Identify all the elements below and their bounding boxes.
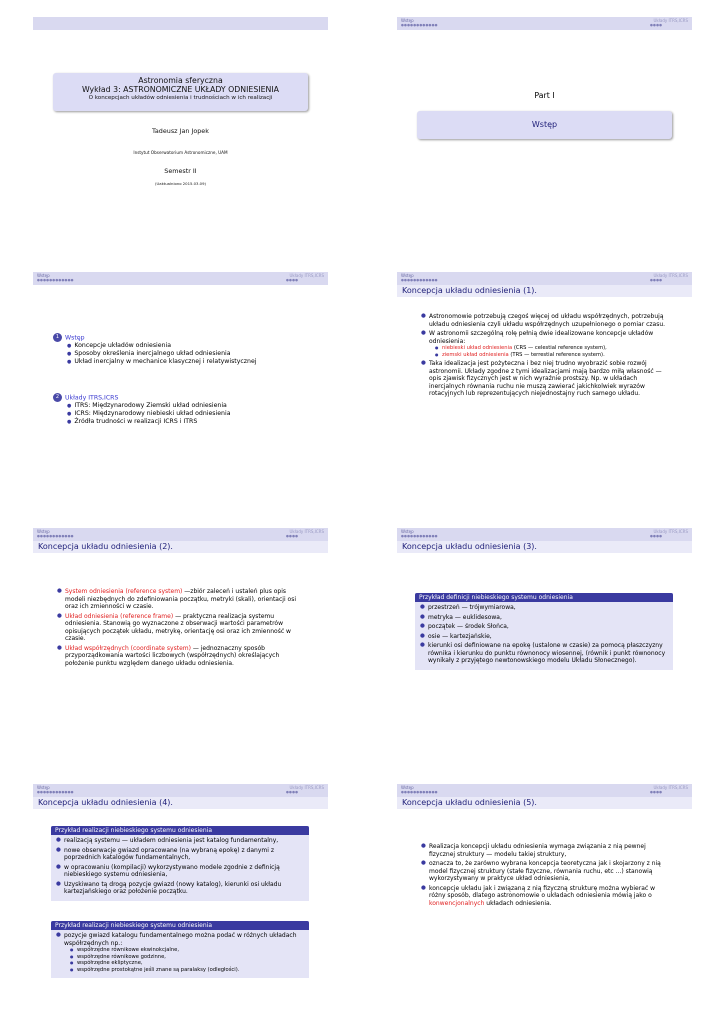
toc-section-2[interactable] <box>53 393 231 426</box>
bullet-text: — praktyczna realizacja systemu odniesienia. Stanowią go wyznaczone z obserwacji wartości parametrów opisujących początek układu, metrykę, orientację osi oraz ich zmienność w czasie. <box>65 612 291 642</box>
nav-dots-left[interactable]: ●●●●●●●●●●●● <box>37 790 74 794</box>
slide-concept-5 <box>397 784 692 1005</box>
semester: Semestr II <box>164 167 197 175</box>
nav-dots-right[interactable]: ●●●● <box>286 278 299 282</box>
highlight-text: konwencjonalnych <box>429 899 485 907</box>
bullet-text: pozycje gwiazd katalogu fundamentalnego można podać w różnych układach współrzędnych np.: <box>64 932 297 947</box>
nav-dots-left[interactable]: ●●●●●●●●●●●● <box>401 790 438 794</box>
slide-title <box>33 17 328 238</box>
realization-block-2 <box>51 921 309 978</box>
bullet <box>421 330 671 358</box>
highlight-text: Układ odniesienia (reference frame) <box>65 612 174 620</box>
sub-bullet: ● współrzędne równikowe ekwinokcjalne, <box>70 947 304 954</box>
bullet-text: układach odniesienia. <box>484 899 552 907</box>
frame-title: Koncepcja układu odniesienia (1). <box>402 286 537 295</box>
institute: Instytut Obserwatorium Astronomiczne, UAM <box>133 150 228 155</box>
lecture-title: Wykład 3: ASTRONOMICZNE UKŁADY ODNIESIENIA <box>81 85 279 94</box>
frame-title-bar <box>33 797 328 809</box>
sub-bullet: ● współrzędne prostokątne jeśli znane są paralaksy (odległości). <box>70 967 304 974</box>
nav-section-left[interactable]: Wstęp <box>37 273 50 278</box>
slide-content <box>421 313 671 400</box>
bullet: ● w opracowaniu (kompilacji) wykorzystywano modele zgodnie z definicją niebieskiego systemu odniesienia, <box>56 864 304 879</box>
bullet: ● początek — środek Słońca, <box>420 623 668 631</box>
lecture-subtitle: O koncepcjach układów odniesienia i trudnościach w ich realizacji <box>88 95 273 101</box>
nav-section-right[interactable]: Układy ITRS,ICRS <box>653 18 688 23</box>
nav-dots-right[interactable]: ●●●● <box>650 23 663 27</box>
nav-bar <box>397 784 692 797</box>
highlight-text: niebieski układ odniesienia <box>442 345 513 351</box>
frame-title: Koncepcja układu odniesienia (5). <box>402 798 537 807</box>
author: Tadeusz Jan Jopek <box>152 127 209 135</box>
toc-subitems <box>67 402 231 426</box>
bullet-text: — jednoznaczny sposób przyporządkowania wartości liczbowych (współrzędnych) określających położenie punktu względem danego układu odniesienia. <box>65 644 280 667</box>
nav-section-left[interactable]: Wstęp <box>401 18 414 23</box>
nav-bar <box>33 272 328 285</box>
nav-section-right[interactable]: Układy ITRS,ICRS <box>653 529 688 534</box>
nav-dots-right[interactable]: ●●●● <box>286 534 299 538</box>
slide-part <box>397 17 692 238</box>
nav-section-right[interactable]: Układy ITRS,ICRS <box>653 785 688 790</box>
toc-section-title[interactable]: Wstęp <box>65 334 85 342</box>
toc-section-1[interactable] <box>53 333 257 366</box>
nav-dots-left[interactable]: ●●●●●●●●●●●● <box>37 534 74 538</box>
frame-title: Koncepcja układu odniesienia (2). <box>38 542 173 551</box>
bullet-text: —zbiór zaleceń i ustaleń plus opis modeli niezbędnych do zdefiniowania początku, metryki (skali), orientacji osi oraz ich zmienności w czasie. <box>65 588 296 610</box>
bullet: ● oznacza to, że zarówno wybrana koncepcja teoretyczna jak i skojarzony z nią model fizycznej struktury (stałe fizyczne, równania ruchu, etc ...) stanowią wykorzystywany w praktyce układ odniesienia, <box>421 860 671 883</box>
frame-title-bar <box>33 541 328 553</box>
frame-title-bar <box>397 541 692 553</box>
block-title: Przykład definicji niebieskiego systemu odniesienia <box>415 593 673 602</box>
bullet: ● nowe obserwacje gwiazd opracowane (na wybraną epokę) z danymi z poprzednich katalogów fundamentalnych, <box>56 847 304 862</box>
nav-bar <box>397 272 692 285</box>
realization-block-1 <box>51 826 309 901</box>
slide-content <box>421 843 671 909</box>
nav-dots-right[interactable]: ●●●● <box>286 790 299 794</box>
nav-dots-left[interactable]: ●●●●●●●●●●●● <box>401 534 438 538</box>
nav-section-left[interactable]: Wstęp <box>401 529 414 534</box>
section-number: 1 <box>53 333 62 342</box>
bullet: ● kierunki osi definiowane na epokę (ustalone w czasie) za pomocą płaszczyzny równika i kierunku do punktu równonocy wiosennej, (równik i punkt równonocy wynikały z przyjętego newtonowskiego modelu Układu Słonecznego). <box>420 642 668 665</box>
bullet <box>421 885 671 908</box>
bullet: ● metryka — euklidesowa, <box>420 614 668 622</box>
block-title: Przykład realizacji niebieskiego systemu odniesienia <box>51 826 309 835</box>
bullet: ● przestrzeń — trójwymiarowa, <box>420 604 668 612</box>
bullet-text: koncepcje układu jak i związaną z nią fizyczną strukturę można wybierać w różny sposób, dlatego astronomowie o układach odniesienia mówią jako o <box>429 884 655 899</box>
nav-section-left[interactable]: Wstęp <box>401 785 414 790</box>
part-label: Part I <box>534 91 555 100</box>
course-title: Astronomia sferyczna <box>138 76 223 85</box>
nav-section-left[interactable]: Wstęp <box>37 529 50 534</box>
nav-dots-right[interactable]: ●●●● <box>650 790 663 794</box>
bullet <box>57 645 307 668</box>
sub-bullet: ● współrzędne równikowe godzinne, <box>70 954 304 961</box>
nav-section-right[interactable]: Układy ITRS,ICRS <box>653 273 688 278</box>
bullet: ● Realizacja koncepcji układu odniesienia wymaga związania z nią pewnej fizycznej struktury — modelu takiej struktury, <box>421 843 671 858</box>
frame-title-bar <box>397 285 692 297</box>
nav-section-left[interactable]: Wstęp <box>401 273 414 278</box>
sub-bullet: ● współrzędne ekliptyczne, <box>70 960 304 967</box>
nav-bar <box>397 17 692 30</box>
highlight-text: System odniesienia (reference system) <box>65 588 183 595</box>
nav-section-right[interactable]: Układy ITRS,ICRS <box>289 529 324 534</box>
toc-section-title[interactable]: Układy ITRS,ICRS <box>65 394 119 402</box>
nav-section-right[interactable]: Układy ITRS,ICRS <box>289 273 324 278</box>
slide-concept-3 <box>397 528 692 749</box>
slide-content <box>57 588 307 669</box>
sub-bullet-text: (TRS — terrestial reference system). <box>508 351 605 358</box>
toc-item[interactable]: ● Sposoby określenia inercjalnego układ odniesienia <box>67 350 257 358</box>
frame-title: Koncepcja układu odniesienia (4). <box>38 798 173 807</box>
toc-subitems <box>67 342 257 366</box>
nav-dots-left[interactable]: ●●●●●●●●●●●● <box>401 23 438 27</box>
nav-bar <box>33 784 328 797</box>
nav-dots-left[interactable]: ●●●●●●●●●●●● <box>401 278 438 282</box>
part-title: Wstęp <box>417 111 672 139</box>
nav-dots-right[interactable]: ●●●● <box>650 534 663 538</box>
bullet: ● Taka idealizacja jest pożyteczna i bez niej trudno wyobrazić sobie rozwój astronomii. Układy zgodne z tymi idealizacjami mają bardzo miłą własność — opis zjawisk fizycznych jest w nich wyraźnie prostszy. Np. w układach inercjalnych równania ruchu nie muszą zawierać jakichkolwiek wyrazów rotacyjnych lub reprezentujących niejednostajny ruch samego układu. <box>421 360 671 398</box>
bullet: ● Uzyskiwano tą drogą pozycje gwiazd (nowy katalog), kierunki osi układu kartezjańskiego oraz położenie początku. <box>56 881 304 896</box>
highlight-text: Układ współrzędnych (coordinate system) <box>65 644 191 652</box>
slide-toc <box>33 272 328 493</box>
toc-item[interactable]: ● ICRS: Międzynarodowy niebieski układ odniesienia <box>67 410 231 418</box>
bullet: ● Astronomowie potrzebują czegoś więcej od układu współrzędnych, potrzebują układu odniesienia czyli układu współrzędnych uzupełnionego o pomiar czasu. <box>421 313 671 328</box>
bullet <box>56 932 304 973</box>
nav-dots-left[interactable]: ●●●●●●●●●●●● <box>37 278 74 282</box>
nav-section-left[interactable]: Wstęp <box>37 785 50 790</box>
sub-bullet-text: (CRS — celestial reference system), <box>512 345 607 351</box>
slide-concept-1 <box>397 272 692 493</box>
block-title: Przykład realizacji niebieskiego systemu odniesienia <box>51 921 309 930</box>
nav-bar <box>397 528 692 541</box>
sub-bullet <box>435 352 671 359</box>
slide-concept-4 <box>33 784 328 1005</box>
highlight-text: ziemski układ odniesienia <box>442 351 509 358</box>
definition-block <box>415 593 673 670</box>
frame-title: Koncepcja układu odniesienia (3). <box>402 542 537 551</box>
nav-bar <box>33 528 328 541</box>
bullet <box>57 613 307 643</box>
nav-dots-right[interactable]: ●●●● <box>650 278 663 282</box>
frame-title-bar <box>397 797 692 809</box>
section-number: 2 <box>53 393 62 402</box>
bullet: ● realizacją systemu — układem odniesienia jest katalog fundamentalny, <box>56 837 304 845</box>
toc-item[interactable]: ● Koncepcje układów odniesienia <box>67 342 257 350</box>
nav-section-right[interactable]: Układy ITRS,ICRS <box>289 785 324 790</box>
title-box <box>53 73 308 111</box>
bullet <box>57 588 307 611</box>
toc-item[interactable]: ● Źródła trudności w realizacji ICRS i ITRS <box>67 418 231 426</box>
toc-item[interactable]: ● Układ inercjalny w mechanice klasycznej i relatywistycznej <box>67 358 257 366</box>
bullet-text: W astronomii szczególną rolę pełnią dwie idealizowane koncepcje układów odniesienia: <box>429 330 654 345</box>
updated-date: (Uaktualniono 2015.03.09) <box>154 181 206 186</box>
bullet: ● osie — kartezjańskie, <box>420 633 668 641</box>
toc-item[interactable]: ● ITRS: Międzynarodowy Ziemski układ odniesienia <box>67 402 231 410</box>
slide-header-bar <box>33 17 328 30</box>
slide-concept-2 <box>33 528 328 749</box>
